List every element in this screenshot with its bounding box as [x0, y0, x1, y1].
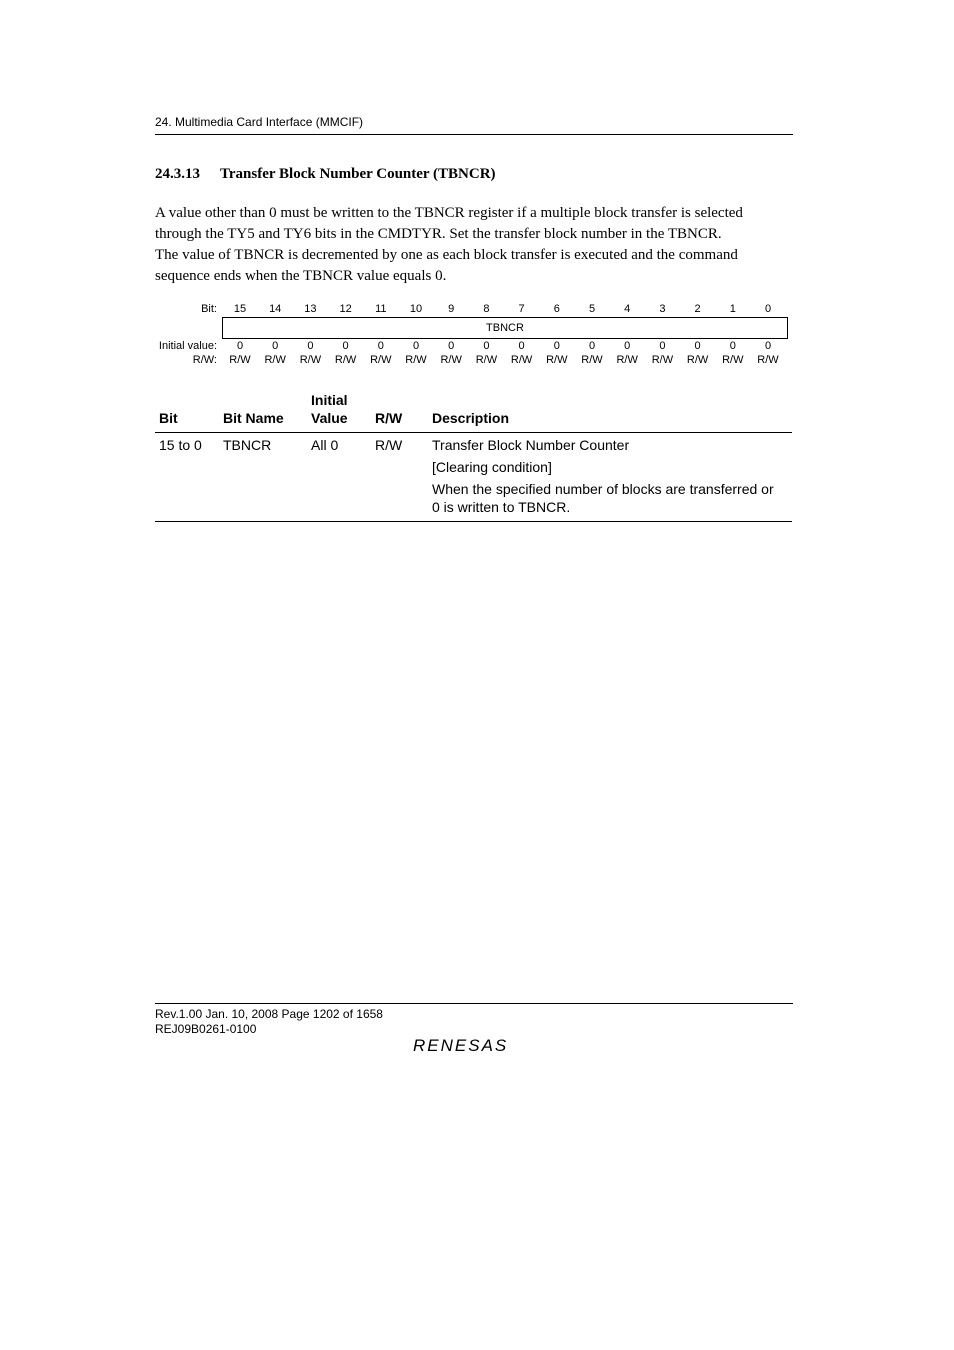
bit-number: 7	[518, 303, 525, 315]
rw-label: R/W:	[192, 354, 217, 366]
intro-line: through the TY5 and TY6 bits in the CMDTYR. Set the transfer block number in the TBNCR.	[155, 226, 722, 242]
intro-paragraph	[155, 203, 795, 287]
initial-value: 0	[764, 340, 772, 352]
bit-number: 6	[553, 303, 560, 315]
bit-number: 10	[409, 303, 423, 315]
rw-value: R/W	[510, 354, 533, 366]
initial-value: 0	[518, 340, 525, 352]
intro-line: The value of TBNCR is decremented by one as each block transfer is executed and the command	[155, 247, 738, 263]
header-initial-value	[311, 391, 348, 427]
bit-number-row	[150, 303, 800, 317]
bit-number: 11	[375, 303, 387, 315]
header-description: Description	[432, 410, 510, 426]
bit-number: 12	[339, 303, 352, 315]
initial-value: 0	[448, 340, 455, 352]
initial-value: 0	[659, 340, 666, 352]
initial-value: 0	[588, 340, 596, 352]
initial-value: 0	[272, 340, 279, 352]
rw-value: R/W	[722, 354, 744, 366]
table-header	[155, 390, 792, 433]
desc-line	[432, 480, 792, 516]
bit-number: 2	[694, 303, 701, 315]
rw-value: R/W	[370, 354, 392, 366]
rw-value: R/W	[440, 354, 462, 366]
rw-value: R/W	[581, 354, 603, 366]
svg-text:RENESAS: RENESAS	[413, 1036, 509, 1055]
bit-number: 5	[588, 303, 596, 315]
cell-rw: R/W	[375, 437, 403, 453]
rw-value: R/W	[651, 354, 674, 366]
rw-value: R/W	[475, 354, 498, 366]
renesas-logo-graphic	[413, 1035, 533, 1055]
initial-value: 0	[307, 340, 314, 352]
bit-number: 0	[764, 303, 772, 315]
initial-value-row	[150, 340, 800, 354]
cell-initial: All 0	[311, 437, 339, 453]
bit-number: 8	[483, 303, 490, 315]
rw-row	[150, 354, 800, 368]
initial-value: 0	[553, 340, 560, 352]
renesas-logo	[413, 1035, 533, 1060]
register-field-name: TBNCR	[486, 322, 524, 334]
section-title: Transfer Block Number Counter (TBNCR)	[220, 166, 496, 182]
footer-revision: Rev.1.00 Jan. 10, 2008 Page 1202 of 1658	[155, 1007, 383, 1021]
bit-description-table	[155, 390, 792, 522]
intro-line: A value other than 0 must be written to the TBNCR register if a multiple block transfer is selected	[155, 205, 743, 221]
initial-value: 0	[342, 340, 349, 352]
initial-value: 0	[694, 340, 701, 352]
bit-label: Bit:	[201, 303, 217, 315]
desc-line: [Clearing condition]	[432, 459, 552, 475]
initial-value: 0	[377, 340, 384, 352]
desc-line-a: When the specified number of blocks are transferred or	[432, 481, 774, 497]
bit-number: 15	[233, 303, 247, 315]
bit-number: 4	[624, 303, 631, 315]
page-footer	[155, 1003, 793, 1037]
desc-line: Transfer Block Number Counter	[432, 437, 630, 453]
initial-value: 0	[236, 340, 244, 352]
initial-value: 0	[483, 340, 490, 352]
rw-value: R/W	[616, 354, 638, 366]
page-header	[155, 115, 793, 135]
initial-value: 0	[729, 340, 736, 352]
table-row	[155, 433, 792, 522]
rw-value: R/W	[264, 354, 286, 366]
cell-bit-name: TBNCR	[223, 437, 272, 453]
header-rw: R/W	[375, 410, 403, 426]
header-bit: Bit	[159, 410, 178, 426]
rw-value: R/W	[229, 354, 251, 366]
bit-number: 14	[269, 303, 282, 315]
header-initial-line1: Initial	[311, 392, 348, 408]
rw-value: R/W	[686, 354, 709, 366]
section-heading	[155, 166, 496, 183]
header-text: 24. Multimedia Card Interface (MMCIF)	[155, 115, 364, 129]
bit-number: 9	[448, 303, 455, 315]
header-bit-name: Bit Name	[223, 410, 284, 426]
cell-bit: 15 to 0	[159, 437, 202, 453]
header-initial-line2: Value	[311, 410, 348, 426]
bit-number: 13	[304, 303, 317, 315]
intro-line: sequence ends when the TBNCR value equals 0.	[155, 268, 447, 284]
footer-doc-number: REJ09B0261-0100	[155, 1022, 257, 1036]
rw-value: R/W	[405, 354, 427, 366]
initial-value: 0	[412, 340, 420, 352]
bit-number: 3	[659, 303, 666, 315]
rw-value: R/W	[334, 354, 357, 366]
rw-value: R/W	[546, 354, 568, 366]
cell-description	[432, 436, 792, 516]
register-field	[222, 317, 788, 339]
desc-line-b: 0 is written to TBNCR.	[432, 499, 571, 515]
initial-value-label: Initial value:	[158, 340, 217, 352]
rw-value: R/W	[757, 354, 779, 366]
bit-number: 1	[729, 303, 736, 315]
section-number: 24.3.13	[155, 166, 200, 182]
rw-value: R/W	[299, 354, 322, 366]
initial-value: 0	[624, 340, 631, 352]
